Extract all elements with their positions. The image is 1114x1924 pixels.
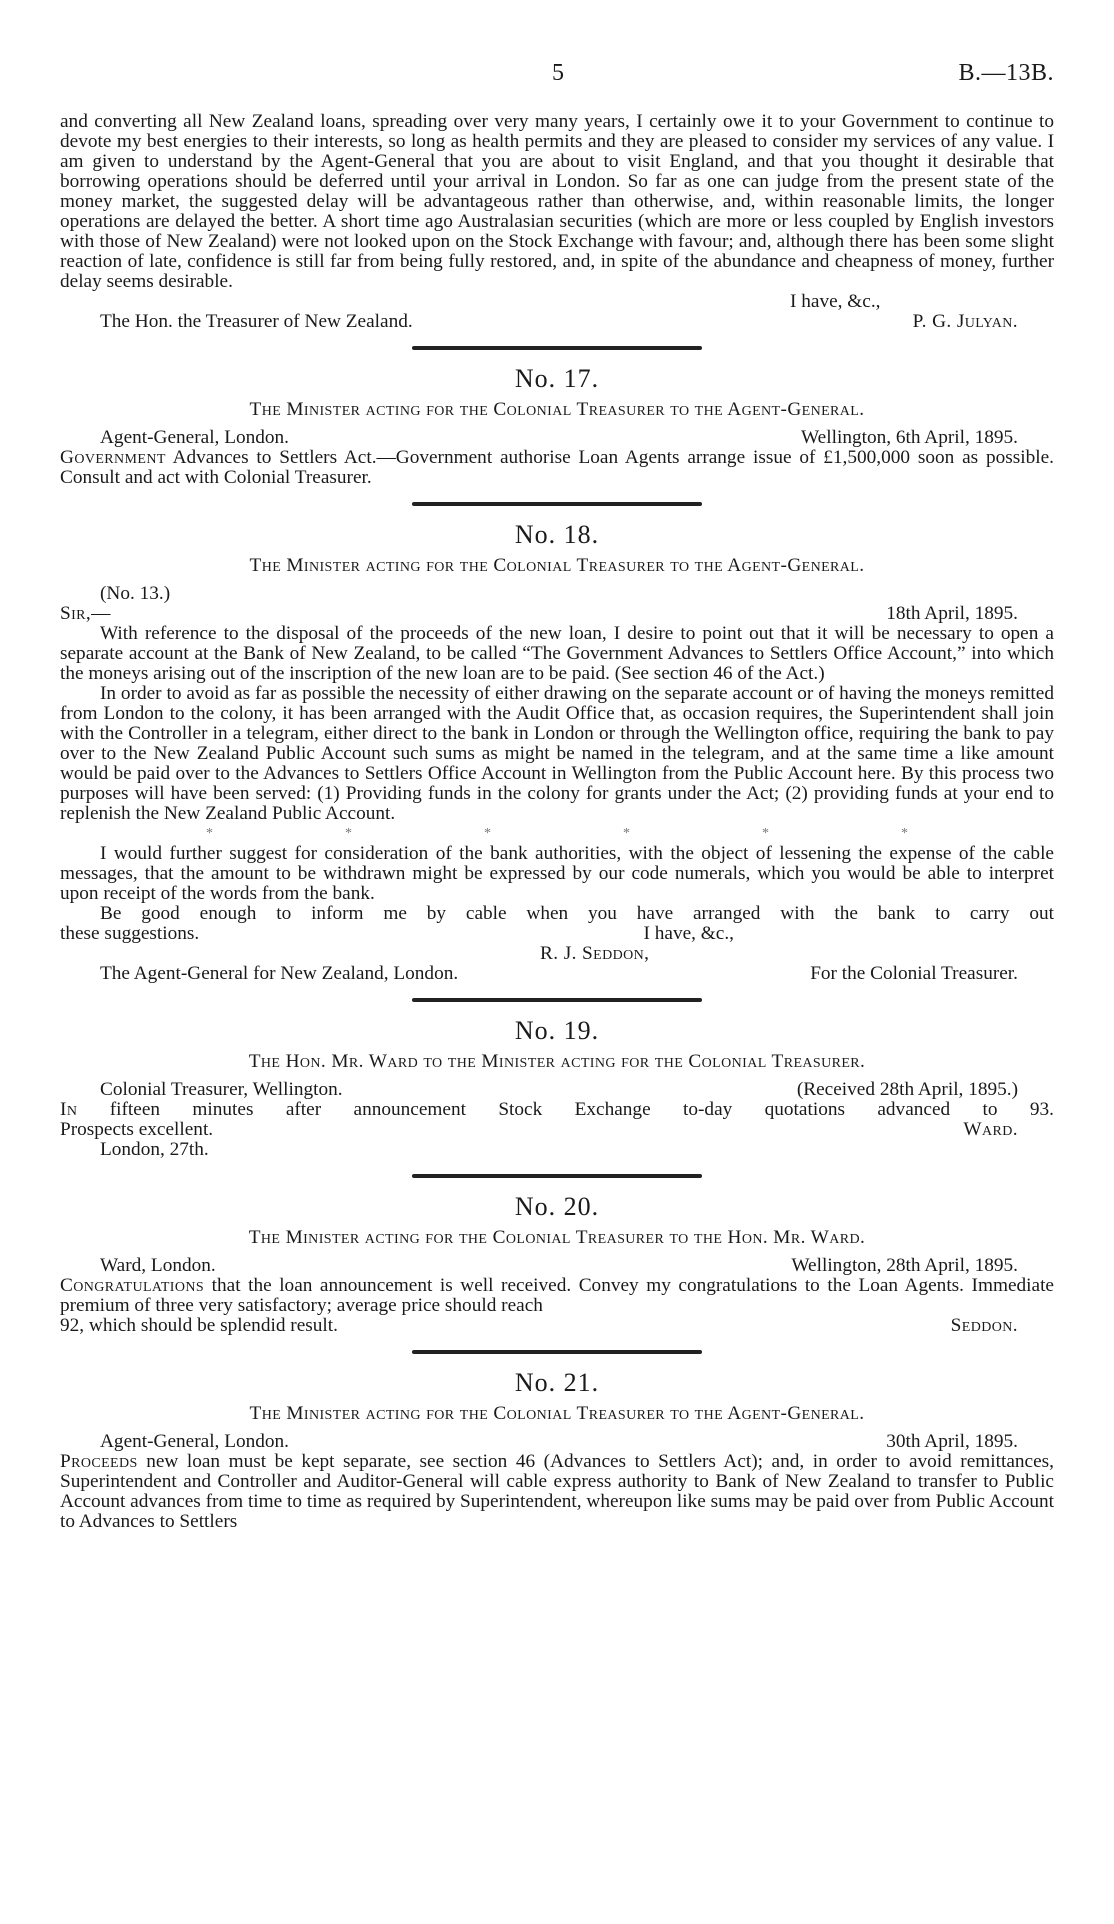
letter-21-lead: Proceeds: [60, 1451, 138, 1472]
document-reference: B.—13B.: [958, 60, 1054, 86]
letter-no-19: [60, 1016, 1054, 1160]
letter-19-header: [60, 1080, 1054, 1100]
letter-17-title: No. 17.: [514, 364, 600, 393]
letter-18-signature-title: For the Colonial Treasurer.: [810, 963, 1018, 984]
letter-21-title: No. 21.: [514, 1368, 600, 1397]
letter-20-header: [60, 1256, 1054, 1276]
letter-21-subtitle: The Minister acting for the Colonial Treasurer to the Agent-General.: [249, 1403, 865, 1424]
asterisk: *: [901, 826, 908, 841]
letter-18-paragraph-4: Be good enough to inform me by cable when you have arranged with the bank to carry out: [100, 903, 1054, 924]
letter-18-paragraph-2: In order to avoid as far as possible the necessity of either drawing on the separate account or of having the moneys remitted from London to the colony, it has been arranged with the Audit Office that, as occasion requires, the Superintendent shall join with the Controller in a telegram, either direct to the bank in London or through the Wellington office, requiring the bank to pay over to the New Zealand Public Account such sums as might be named in the telegram, and at the same time a like amount would be paid over to the Advances to Settlers Office Account in Wellington from the Public Account here. By this process two purposes will have been served: (1) Providing funds in the colony for grants under the Act; (2) providing funds at your end to replenish the New Zealand Public Account.: [60, 683, 1054, 824]
letter-17-subtitle: The Minister acting for the Colonial Treasurer to the Agent-General.: [249, 399, 865, 420]
letter-21-to: Agent-General, London.: [100, 1431, 289, 1452]
letter-18-closing-row: [60, 924, 1054, 944]
asterisk: *: [206, 826, 213, 841]
asterisk: *: [762, 826, 769, 841]
letter-18-ref: (No. 13.): [100, 583, 171, 604]
intro-footer: [60, 312, 1054, 332]
letter-no-18: [60, 520, 1054, 984]
letter-17-date: Wellington, 6th April, 1895.: [801, 427, 1018, 448]
intro-addressee: The Hon. the Treasurer of New Zealand.: [100, 311, 413, 332]
letter-17-to: Agent-General, London.: [100, 427, 289, 448]
document-body: [60, 112, 1054, 1532]
letter-19-lead: In: [60, 1099, 78, 1120]
letter-21-date: 30th April, 1895.: [886, 1431, 1018, 1452]
letter-20-subtitle: The Minister acting for the Colonial Treasurer to the Hon. Mr. Ward.: [248, 1227, 866, 1248]
letter-18-subtitle: The Minister acting for the Colonial Treasurer to the Agent-General.: [249, 555, 865, 576]
letter-17-header: [60, 428, 1054, 448]
letter-17-text: Advances to Settlers Act.—Government authorise Loan Agents arrange issue of £1,500,000 soon as possible. Consult and act with Colonial Treasurer.: [60, 447, 1054, 488]
letter-18-salutation: Sir,—: [60, 603, 111, 624]
intro-closing: I have, &c.,: [790, 291, 881, 312]
section-divider: [412, 346, 702, 350]
letter-19-text-end: Prospects excellent.: [60, 1119, 214, 1140]
letter-20-footer: [60, 1316, 1054, 1336]
letter-19-body: [60, 1100, 1054, 1120]
letter-19-subtitle: The Hon. Mr. Ward to the Minister acting for the Colonial Treasurer.: [248, 1051, 866, 1072]
letter-19-text: fifteen minutes after announcement Stock Exchange to-day quotations advanced to 93.: [77, 1099, 1054, 1120]
letter-19-place: London, 27th.: [100, 1139, 209, 1160]
letter-18-closing: I have, &c.,: [643, 923, 734, 944]
intro-paragraph: and converting all New Zealand loans, spreading over very many years, I certainly owe it to your Government to continue to devote my best energies to their interests, so long as health permits and they are pleased to consider my services of any value. I am given to understand by the Agent-General that you are about to visit England, and that you thought it desirable that borrowing operations should be deferred until your arrival in London. So far as one can judge from the present state of the money market, the suggested delay will be advantageous rather than otherwise, and, within reasonable limits, the longer operations are delayed the better. A short time ago Australasian securities (which are more or less coupled by English investors with those of New Zealand) were not looked upon on the Stock Exchange with favour; and, although there has been some slight reaction of late, confidence is still far from being fully restored, and, in spite of the abundance and cheapness of money, further delay seems desirable.: [60, 111, 1054, 292]
letter-18-title: No. 18.: [514, 520, 600, 549]
letter-20-date: Wellington, 28th April, 1895.: [791, 1255, 1018, 1276]
letter-17-lead: Government: [60, 447, 166, 468]
page-number: 5: [552, 60, 564, 86]
letter-19-to: Colonial Treasurer, Wellington.: [100, 1079, 343, 1100]
intro-signature: P. G. Julyan.: [912, 311, 1018, 332]
asterisk: *: [484, 826, 491, 841]
letter-21-text: new loan must be kept separate, see section 46 (Advances to Settlers Act); and, in order to avoid remittances, Superintendent and Controller and Auditor-General will cable express authority to Bank of New Zealand to transfer to Public Account advances from time to time as required by Superintendent, whereupon like sums may be paid over from Public Account to Advances to Settlers: [60, 1451, 1054, 1532]
page-header: [0, 60, 1114, 90]
letter-18-paragraph-4-end: these suggestions.: [60, 923, 200, 944]
letter-no-21: [60, 1368, 1054, 1532]
letter-19-received: (Received 28th April, 1895.): [796, 1079, 1018, 1100]
section-divider: [412, 998, 702, 1002]
asterisk-row: [60, 824, 1054, 844]
section-divider: [412, 502, 702, 506]
letter-20-body: [60, 1276, 1054, 1316]
letter-20-text: that the loan announcement is well received. Convey my congratulations to the Loan Agents. Immediate premium of three very satisfactory; average price should reach: [60, 1275, 1054, 1316]
letter-18-header: [60, 604, 1054, 624]
letter-no-17: [60, 364, 1054, 488]
letter-20-signature: Seddon.: [950, 1315, 1018, 1336]
letter-18-paragraph-3: I would further suggest for consideration of the bank authorities, with the object of lessening the expense of the cable messages, that the amount to be withdrawn might be expressed by our code numerals, which you would be able to interpret upon receipt of the words from the bank.: [60, 843, 1054, 904]
letter-20-lead: Congratulations: [60, 1275, 205, 1296]
letter-18-footer: [60, 964, 1054, 984]
letter-20-to: Ward, London.: [100, 1255, 216, 1276]
letter-18-paragraph-1: With reference to the disposal of the proceeds of the new loan, I desire to point out that it will be necessary to open a separate account at the Bank of New Zealand, to be called “The Government Advances to Settlers Office Account,” into which the moneys arising out of the inscription of the new loan are to be paid. (See section 46 of the Act.): [60, 623, 1054, 684]
letter-18-addressee: The Agent-General for New Zealand, London.: [100, 963, 459, 984]
letter-18-date: 18th April, 1895.: [886, 603, 1018, 624]
letter-20-text-end: 92, which should be splendid result.: [60, 1315, 338, 1336]
letter-19-footer: [60, 1120, 1054, 1140]
section-divider: [412, 1174, 702, 1178]
letter-20-title: No. 20.: [514, 1192, 600, 1221]
letter-19-signature: Ward.: [963, 1119, 1018, 1140]
letter-continuation: [60, 112, 1054, 332]
asterisk: *: [345, 826, 352, 841]
letter-18-signature: R. J. Seddon,: [540, 943, 650, 964]
section-divider: [412, 1350, 702, 1354]
letter-21-header: [60, 1432, 1054, 1452]
letter-no-20: [60, 1192, 1054, 1336]
asterisk: *: [623, 826, 630, 841]
letter-21-body: [60, 1452, 1054, 1532]
letter-19-title: No. 19.: [514, 1016, 600, 1045]
letter-17-body: [60, 448, 1054, 488]
